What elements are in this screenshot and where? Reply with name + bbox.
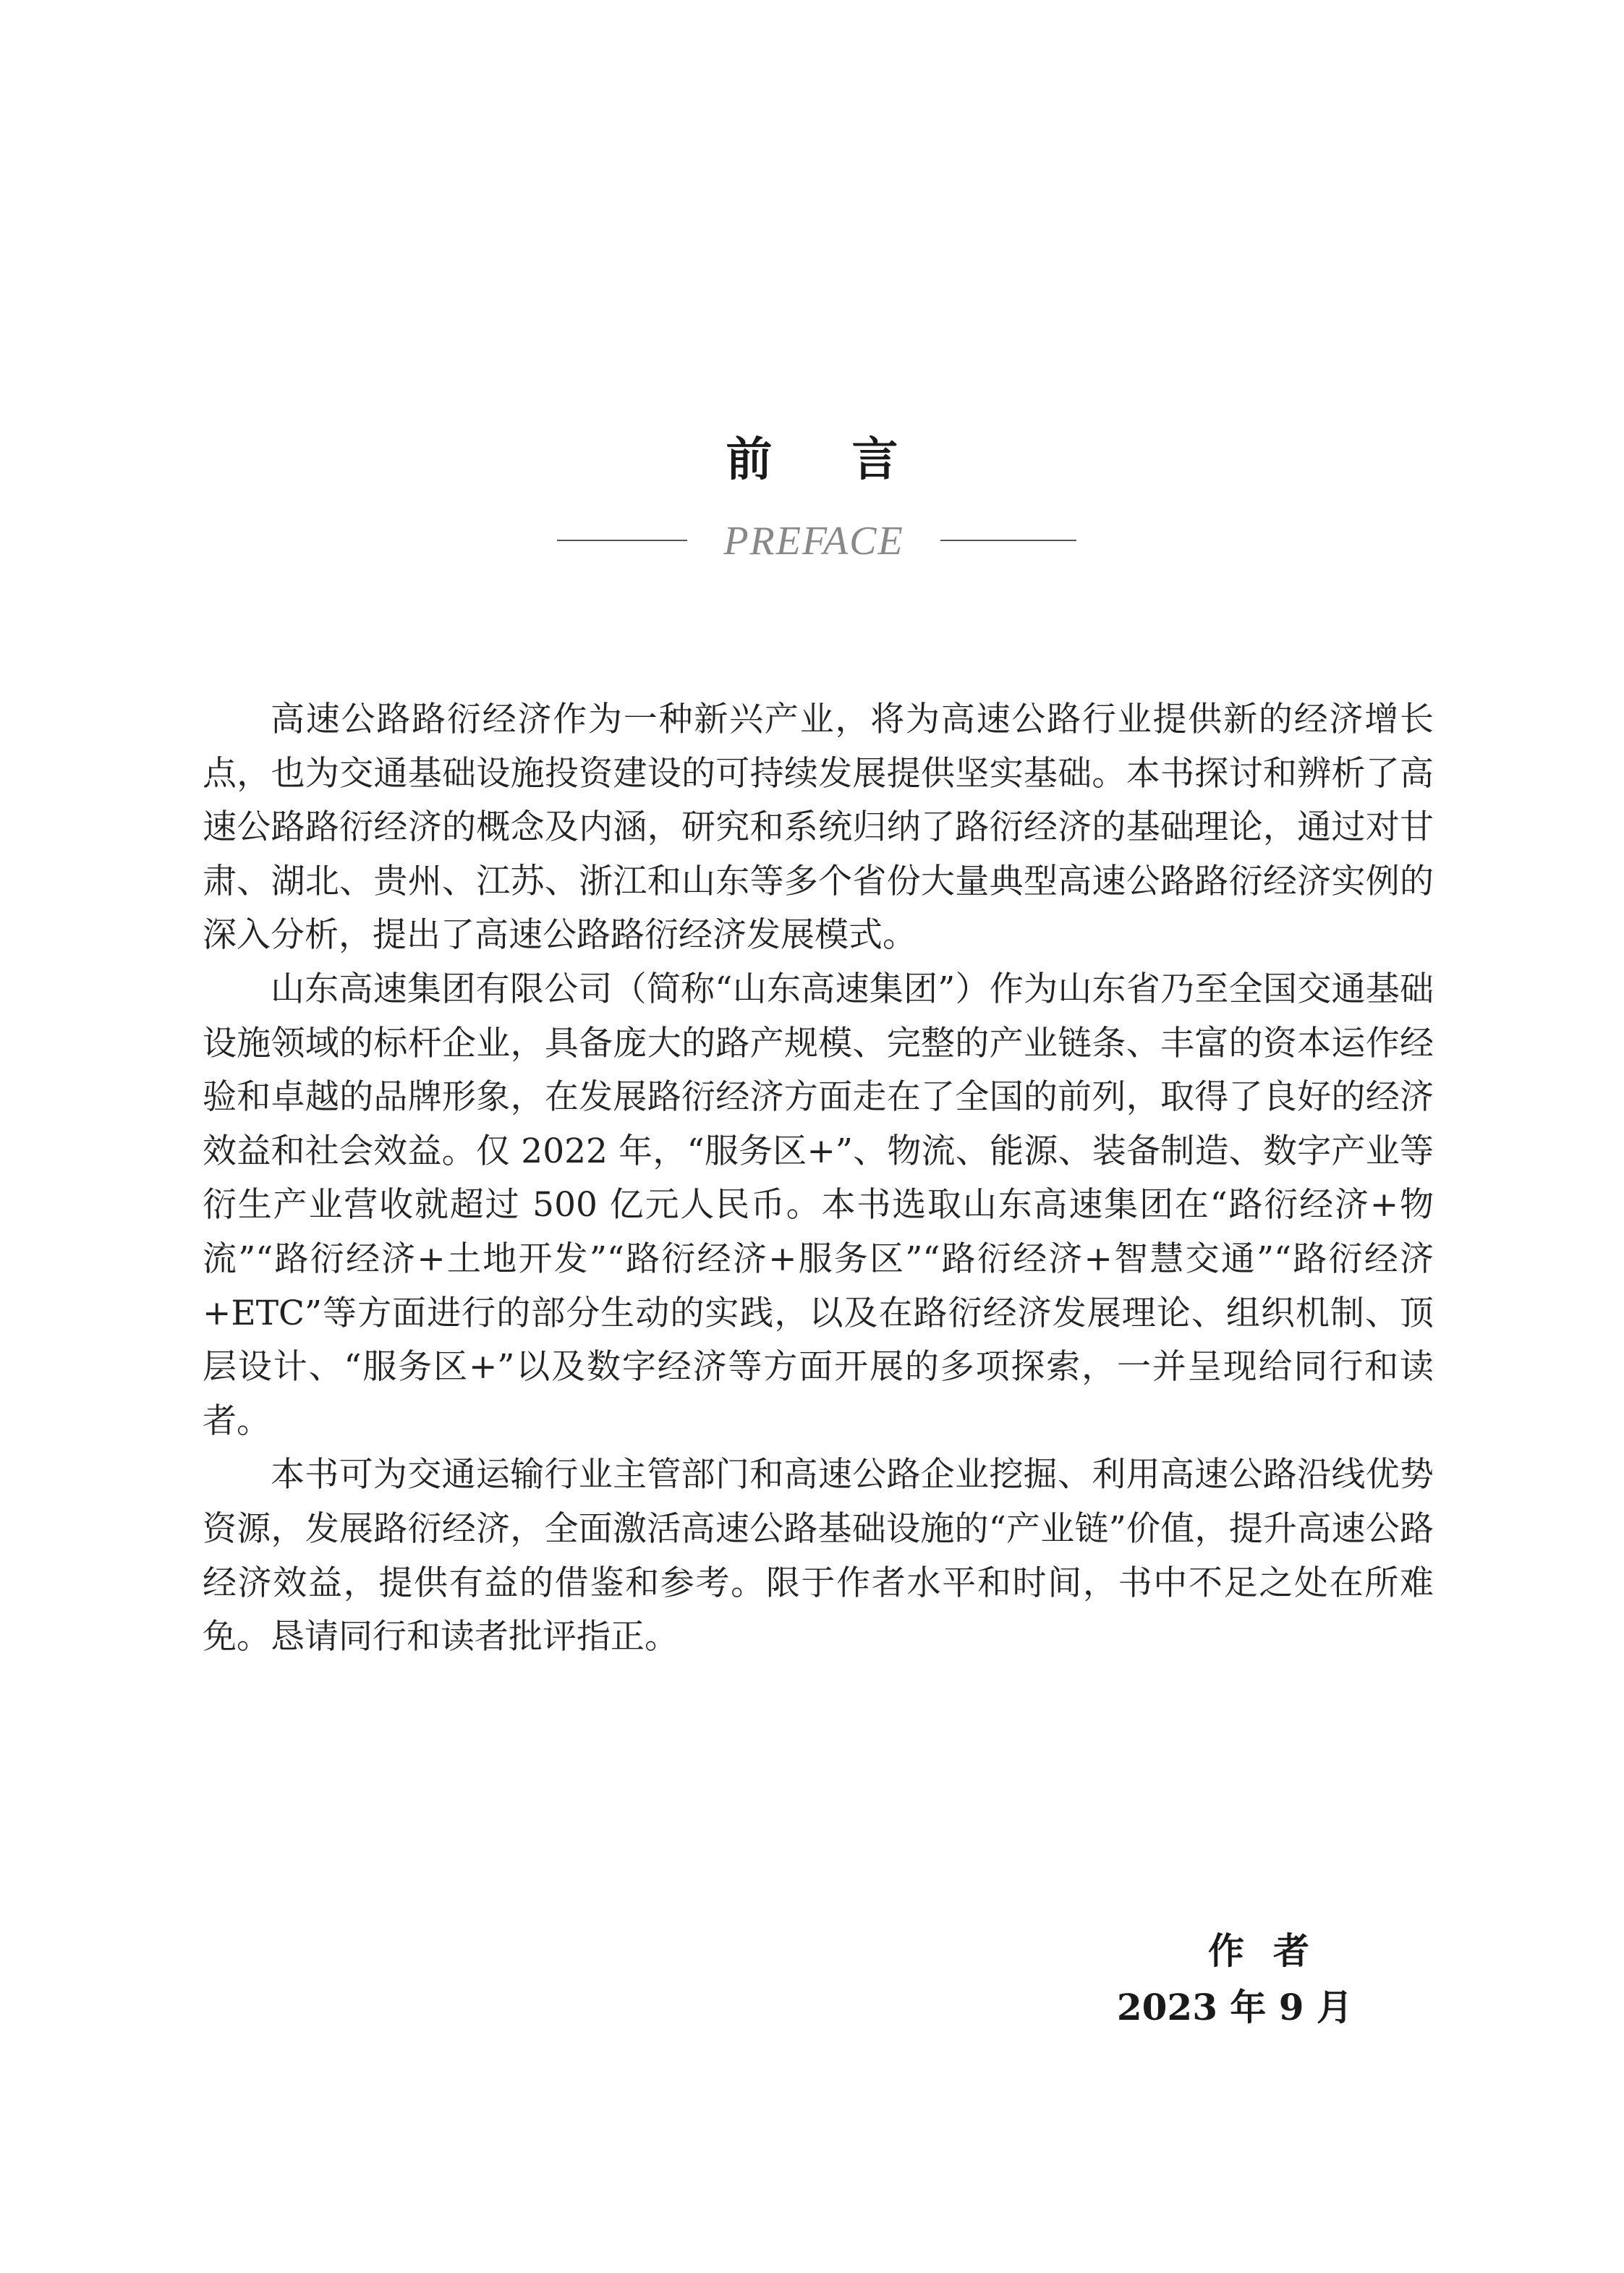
author-signature: 作者: [1208, 1929, 1338, 1972]
paragraph-1: 高速公路路衍经济作为一种新兴产业，将为高速公路行业提供新的经济增长点，也为交通基础设施投资建设的可持续发展提供坚实基础。本书探讨和辨析了高速公路路衍经济的概念及内涵，研究和系统归纳了路衍经济的基础理论，通过对甘肃、湖北、贵州、江苏、浙江和山东等多个省份大量典型高速公路路衍经济实例的深入分析，提出了高速公路路衍经济发展模式。: [203, 700, 1434, 956]
paragraph-3: 本书可为交通运输行业主管部门和高速公路企业挖掘、利用高速公路沿线优势资源，发展路衍经济，全面激活高速公路基础设施的“产业链”价值，提升高速公路经济效益，提供有益的借鉴和参考。限于作者水平和时间，书中不足之处在所难免。恳请同行和读者批评指正。: [203, 1455, 1434, 1657]
signature-date: 2023 年 9 月: [1116, 1986, 1353, 2028]
page-subtitle: PREFACE: [723, 519, 904, 564]
subtitle-row: [0, 512, 1624, 570]
decorative-rule-left: [557, 540, 687, 541]
page-title: 前言: [726, 433, 978, 487]
paragraph-2: 山东高速集团有限公司（简称“山东高速集团”）作为山东省乃至全国交通基础设施领域的标杆企业，具备庞大的路产规模、完整的产业链条、丰富的资本运作经验和卓越的品牌形象，在发展路衍经济方面走在了全国的前列，取得了良好的经济效益和社会效益。仅 2022 年，“服务区+”、物流、能源、装备制造、数字产业等衍生产业营收就超过 500 亿元人民币。本书选取山东高速集团在“路衍经济+物流”“路衍经济+土地开发”“路衍经济+服务区”“路衍经济+智慧交通”“路衍经济+ETC”等方面进行的部分生动的实践，以及在路衍经济发展理论、组织机制、顶层设计、“服务区+”以及数字经济等方面开展的多项探索，一并呈现给同行和读者。: [203, 969, 1434, 1441]
preface-body: [203, 693, 1434, 1665]
decorative-rule-right: [940, 540, 1076, 541]
